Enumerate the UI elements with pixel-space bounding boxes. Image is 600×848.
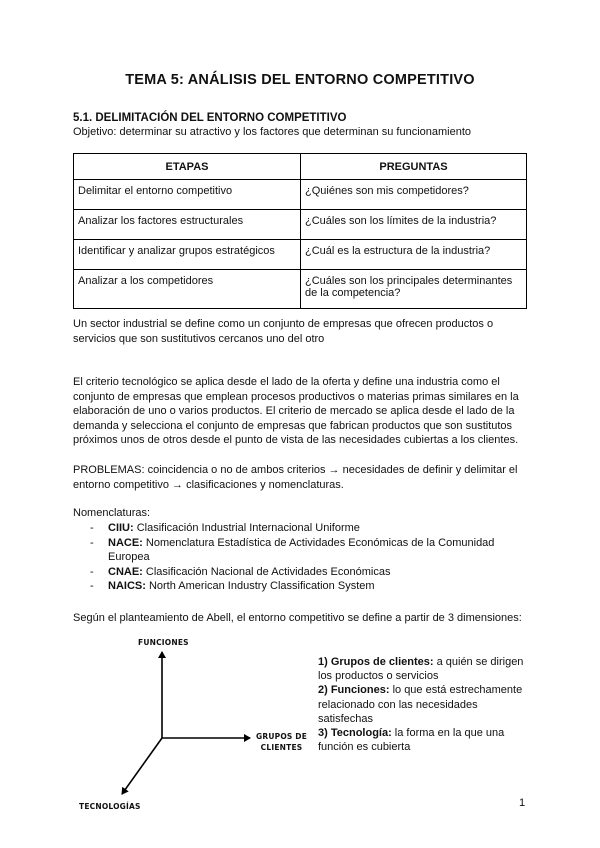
table-cell-stage: Analizar a los competidores (74, 270, 301, 309)
table-cell-stage: Delimitar el entorno competitivo (74, 180, 301, 210)
paragraph-abell: Según el planteamiento de Abell, el entorno competitivo se define a partir de 3 dimensiones: (73, 612, 522, 624)
table-cell-question: ¿Cuál es la estructura de la industria? (301, 240, 527, 270)
list-item (73, 579, 529, 594)
stages-table (73, 153, 527, 309)
page-number: 1 (519, 797, 526, 809)
table-cell-question: ¿Quiénes son mis competidores? (301, 180, 527, 210)
definition-item (318, 655, 530, 683)
paragraph-sector-definition: Un sector industrial se define como un conjunto de empresas que ofrecen productos o servicios que son sustitutivos cercanos uno del otro (73, 318, 494, 345)
paragraph-criteria: El criterio tecnológico se aplica desde el lado de la oferta y define una industria como el conjunto de empresas que emplean procesos productivos o materias primas similares en la elaboración de uno o varios productos. El criterio de mercado se aplica desde el lado de la demanda y selecciona el conjunto de empresas que fabrican productos que son sustitutos próximos unos de otros desde el punto de vista de las necesidades cubiertas a los clientes. (73, 376, 519, 446)
table-row (74, 210, 527, 240)
table-header-etapas: ETAPAS (74, 154, 301, 180)
table-header-row (74, 154, 527, 180)
table-row (74, 180, 527, 210)
dimension-definitions (318, 655, 530, 754)
list-item (73, 565, 529, 580)
axis-label-grupos-line2: CLIENTES (260, 743, 303, 752)
nomenclature-code: CNAE: (108, 565, 143, 578)
axis-label-tecnologias: TECNOLOGÍAS (79, 802, 141, 811)
nomenclature-desc: Clasificación Industrial Internacional Uniforme (133, 522, 360, 534)
list-item (73, 521, 529, 536)
section-heading: 5.1. DELIMITACIÓN DEL ENTORNO COMPETITIVO (73, 112, 347, 124)
definition-item (318, 683, 530, 726)
list-bullet: - (90, 522, 94, 534)
axis-label-grupos-line1: GRUPOS DE (256, 732, 308, 741)
section-objective: Objetivo: determinar su atractivo y los factores que determinan su funcionamiento (73, 126, 472, 138)
definition-text: a quién se dirigen los productos o servicios (318, 656, 524, 683)
paragraph-problems: PROBLEMAS: coincidencia o no de ambos criterios → necesidades de definir y delimitar el entorno competitivo → clasificaciones y nomenclaturas. (73, 464, 518, 491)
table-cell-stage: Analizar los factores estructurales (74, 210, 301, 240)
page-title: TEMA 5: ANÁLISIS DEL ENTORNO COMPETITIVO (125, 72, 475, 88)
definition-text: lo que está estrechamente relacionado con las necesidades satisfechas (318, 684, 523, 725)
nomenclature-code: NACE: (108, 536, 143, 549)
axis-label-grupos-clientes (256, 731, 307, 753)
abell-axes-diagram (70, 636, 270, 804)
definition-item (318, 726, 530, 754)
table-cell-question: ¿Cuáles son los límites de la industria? (301, 210, 527, 240)
axis-tecnologias (122, 738, 162, 794)
axis-label-funciones: FUNCIONES (138, 638, 189, 647)
nomenclature-code: CIIU: (108, 522, 134, 534)
nomenclature-list (73, 521, 529, 594)
definition-text: la forma en la que una función es cubierta (318, 727, 505, 754)
table-cell-question: ¿Cuáles son los principales determinantes de la competencia? (301, 270, 527, 309)
definition-term: 1) Grupos de clientes: (318, 656, 434, 668)
table-row (74, 240, 527, 270)
table-header-preguntas: PREGUNTAS (301, 154, 527, 180)
table-cell-stage: Identificar y analizar grupos estratégicos (74, 240, 301, 270)
nomenclature-desc: Clasificación Nacional de Actividades Económicas (142, 565, 391, 578)
definition-term: 2) Funciones: (318, 684, 390, 697)
nomenclature-desc: Nomenclatura Estadística de Actividades Económicas de la Comunidad Europea (108, 536, 495, 563)
list-bullet: - (90, 565, 94, 578)
nomenclature-code: NAICS: (108, 580, 146, 592)
list-bullet: - (90, 536, 94, 549)
paragraph-nomenclatures-heading: Nomenclaturas: (73, 507, 151, 519)
list-item (73, 536, 529, 565)
list-bullet: - (90, 580, 94, 592)
nomenclature-desc: North American Industry Classification System (145, 580, 375, 592)
table-row (74, 270, 527, 309)
definition-term: 3) Tecnología: (318, 727, 392, 740)
